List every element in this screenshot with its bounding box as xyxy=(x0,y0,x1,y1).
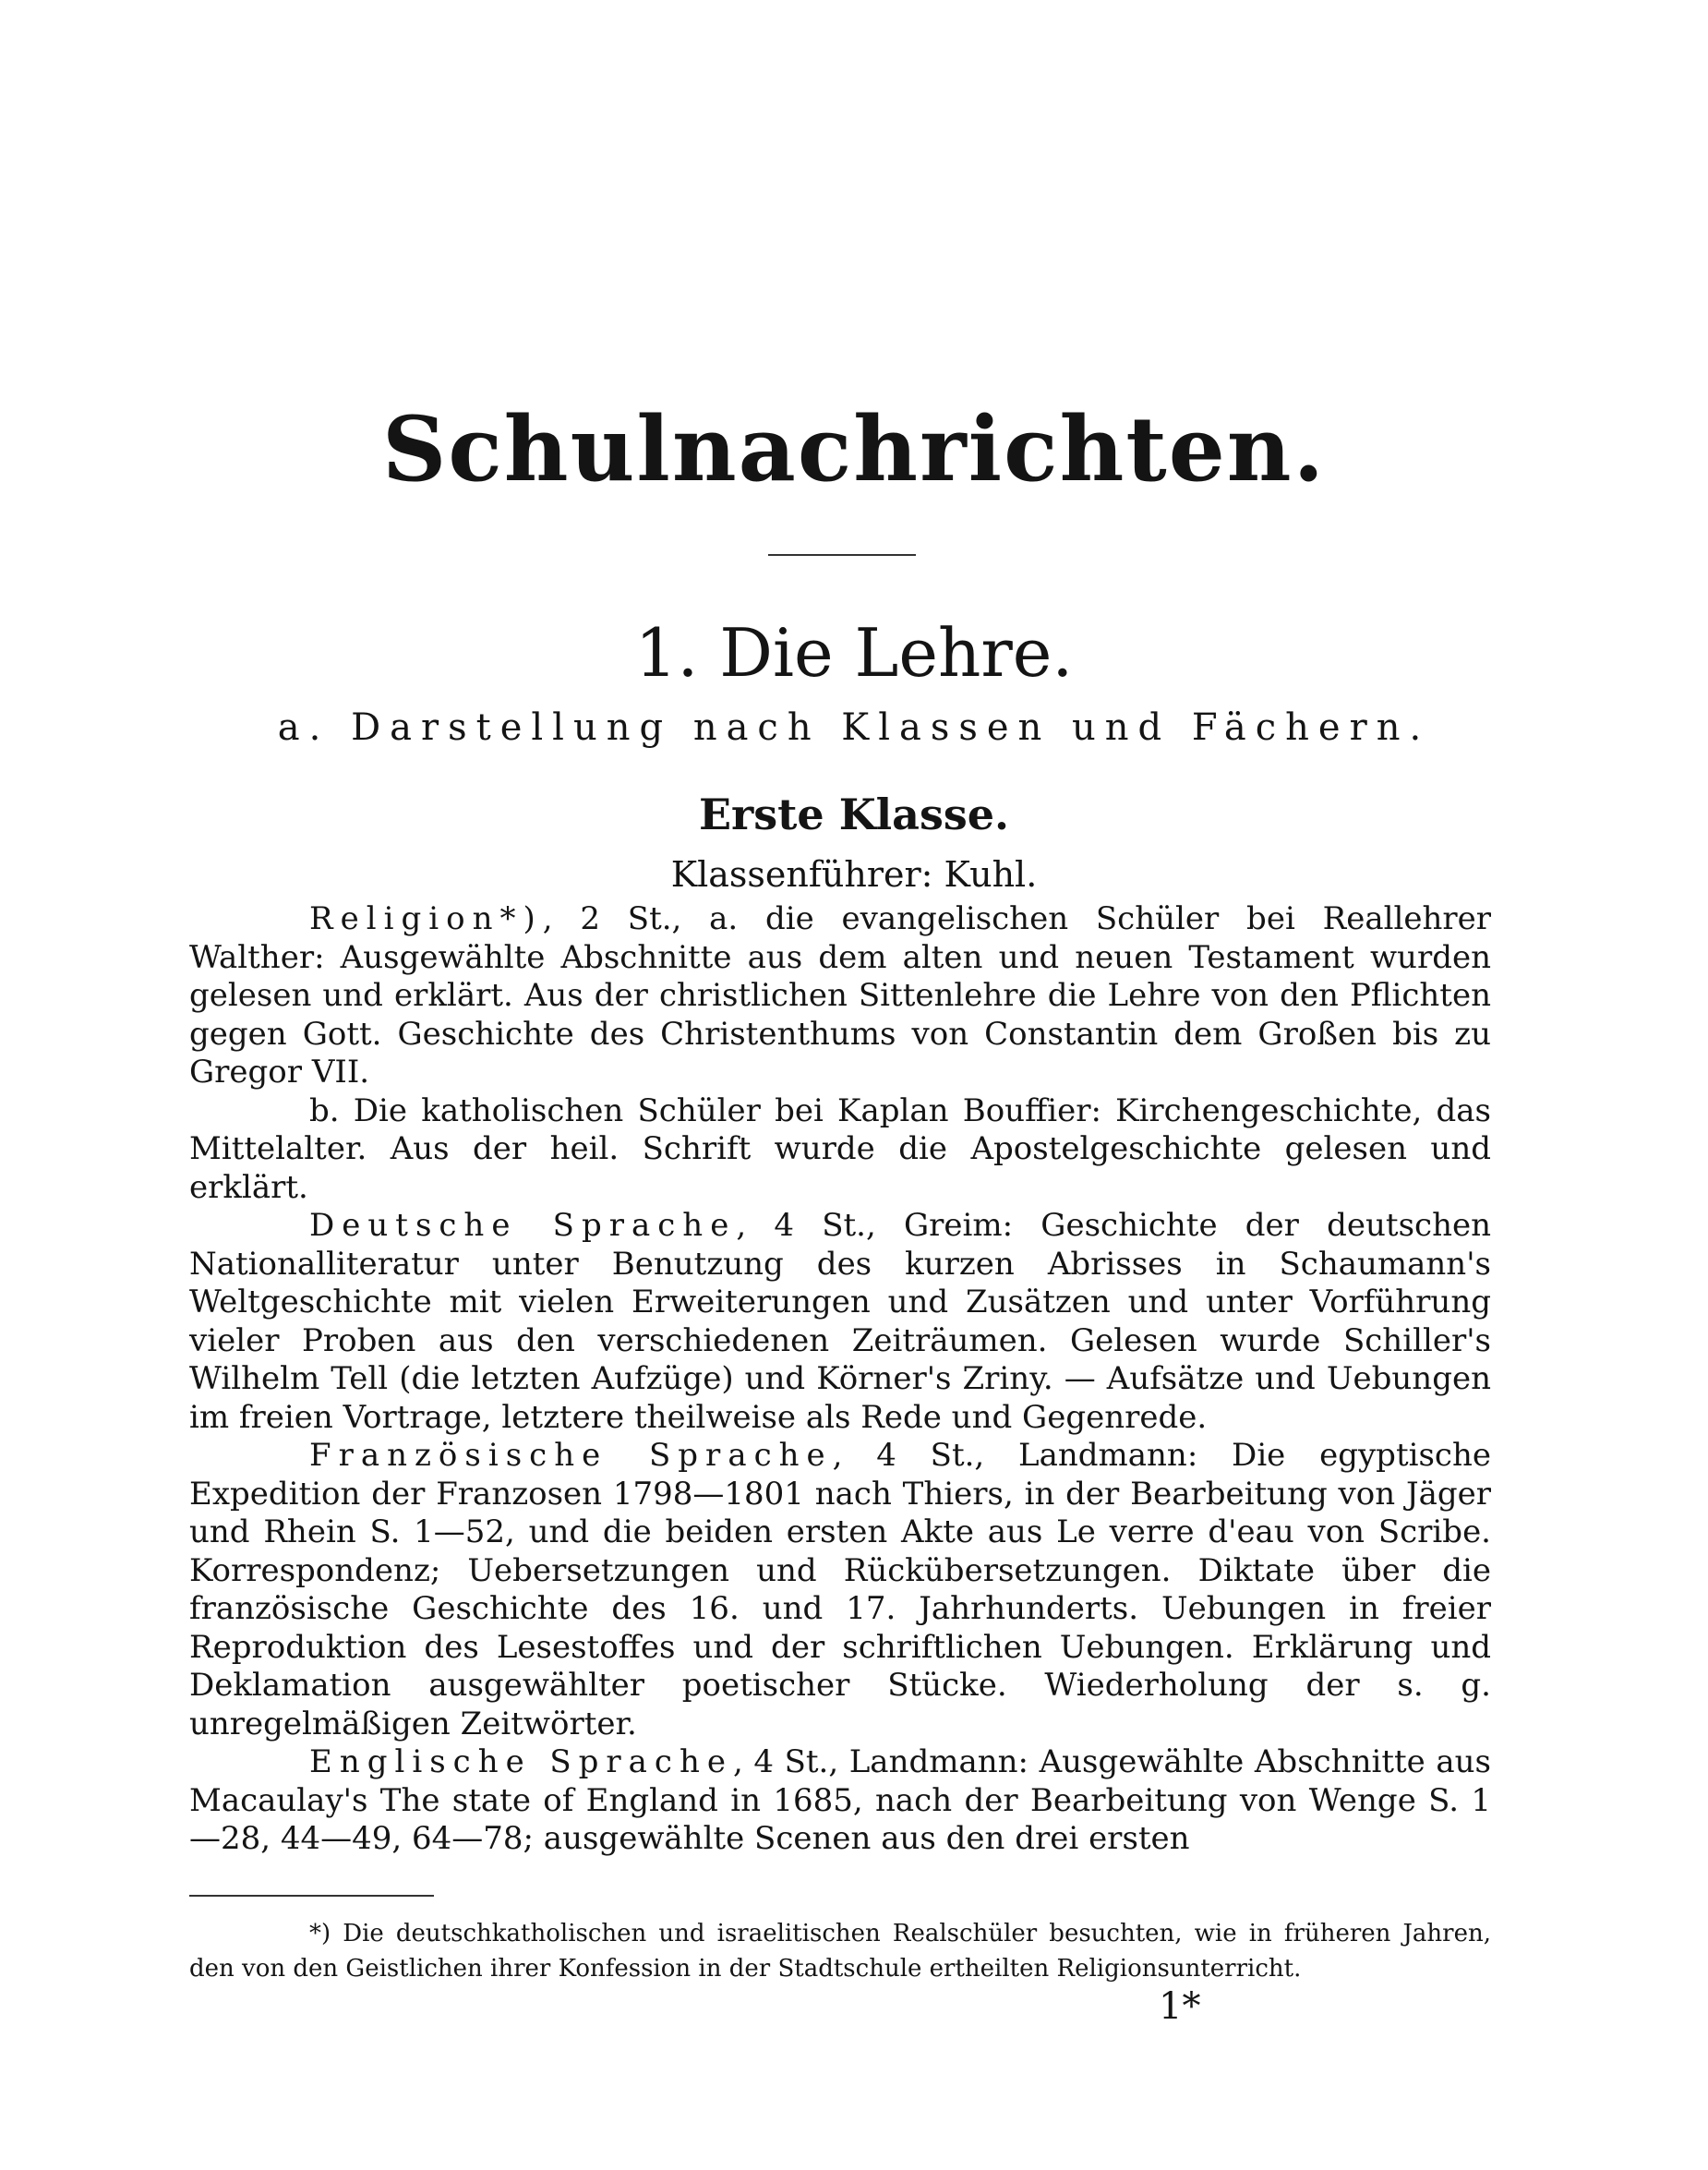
section-heading: 1. Die Lehre. xyxy=(634,614,1074,692)
paragraph-franzoesisch xyxy=(189,1437,1491,1743)
subject-label-religion: Religion*) xyxy=(309,900,543,937)
body-text xyxy=(189,900,1491,1859)
paragraph-text: , 2 St., a. die evangelischen Schüler bei Reallehrer Walther: Ausgewählte Abschnitte aus dem alten und neuen Testament wurden gelesen und erklärt. Aus der christlichen Sittenlehre die Lehre von den Pflichten gegen Gott. Geschichte des Christenthums von Constantin dem Großen bis zu Gregor VII. xyxy=(189,900,1491,1091)
paragraph-religion-a xyxy=(189,900,1491,1092)
paragraph-text: , 4 St., Landmann: Ausgewählte Abschnitte aus Macaulay's The state of England in 1685, nach der Bearbeitung von Wenge S. 1—28, 44—49, 64—78; ausgewählte Scenen aus den drei ersten xyxy=(189,1743,1491,1857)
footnote-divider xyxy=(189,1895,434,1897)
section-subheading: a. Darstellung nach Klassen und Fächern. xyxy=(277,706,1431,749)
paragraph-text: , 4 St., Greim: Geschichte der deutschen Nationalliteratur unter Benutzung des kurzen Abrisses in Schaumann's Weltgeschichte mit vielen Erweiterungen und Zusätzen und unter Vorführung vieler Proben aus den verschiedenen Zeiträumen. Gelesen wurde Schiller's Wilhelm Tell (die letzten Aufzüge) und Körner's Zriny. — Aufsätze und Uebungen im freien Vortrage, letztere theilweise als Rede und Gegenrede. xyxy=(189,1207,1491,1436)
paragraph-text: , 4 St., Landmann: Die egyptische Expedition der Franzosen 1798—1801 nach Thiers, in der Bearbeitung von Jäger und Rhein S. 1—52, und die beiden ersten Akte aus Le verre d'eau von Scribe. Korrespondenz; Uebersetzungen und Rückübersetzungen. Diktate über die französische Geschichte des 16. und 17. Jahrhunderts. Uebungen in freier Reproduktion des Lesestoffes und der schriftlichen Uebungen. Erklärung und Deklamation ausgewählter poetischer Stücke. Wiederholung der s. g. unregelmäßigen Zeitwörter. xyxy=(189,1437,1491,1742)
paragraph-religion-b xyxy=(189,1092,1491,1208)
subject-label-deutsch: Deutsche Sprache xyxy=(309,1207,737,1244)
footnote: *) Die deutschkatholischen und israelitischen Realschüler besuchten, wie in früheren Jahren, den von den Geistlichen ihrer Konfession in der Stadtschule ertheilten Religionsunterricht. xyxy=(189,1920,1491,1983)
paragraph-englisch xyxy=(189,1743,1491,1859)
subject-label-franzoesisch: Französische Sprache xyxy=(309,1437,833,1474)
class-heading: Erste Klasse. xyxy=(698,790,1010,839)
page-title: Schulnachrichten. xyxy=(381,397,1327,501)
paragraph-text: b. Die katholischen Schüler bei Kaplan Bouffier: Kirchengeschichte, das Mittelalter. Aus der heil. Schrift wurde die Apostelgeschichte gelesen und erklärt. xyxy=(189,1091,1491,1206)
signature-mark: 1* xyxy=(1159,1985,1201,2028)
title-divider xyxy=(768,554,916,556)
paragraph-deutsch xyxy=(189,1207,1491,1437)
class-leader: Klassenführer: Kuhl. xyxy=(670,854,1038,895)
subject-label-englisch: Englische Sprache xyxy=(309,1743,733,1780)
